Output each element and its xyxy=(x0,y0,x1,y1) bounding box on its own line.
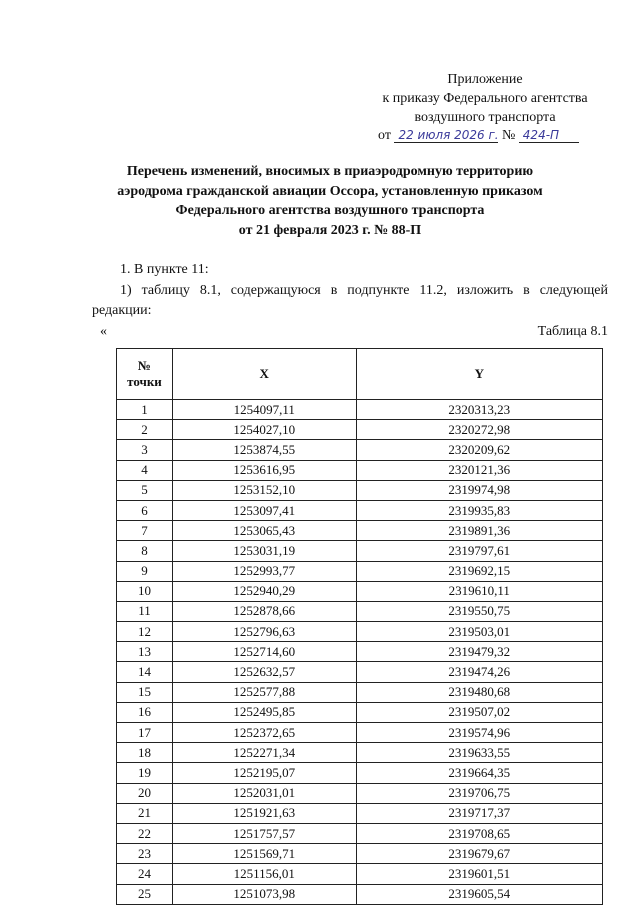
cell-point-number: 8 xyxy=(117,541,173,561)
cell-x: 1252271,34 xyxy=(172,743,356,763)
header-num-word: точки xyxy=(127,374,162,389)
cell-y: 2319717,37 xyxy=(356,803,602,823)
table-row xyxy=(117,420,603,440)
cell-y: 2319664,35 xyxy=(356,763,602,783)
table-row xyxy=(117,500,603,520)
cell-y: 2319503,01 xyxy=(356,622,602,642)
cell-x: 1252195,07 xyxy=(172,763,356,783)
table-row xyxy=(117,884,603,904)
cell-y: 2319507,02 xyxy=(356,702,602,722)
appendix-label: Приложение xyxy=(447,72,523,87)
table-row xyxy=(117,823,603,843)
cell-point-number: 11 xyxy=(117,601,173,621)
cell-x: 1254097,11 xyxy=(172,400,356,420)
table-row xyxy=(117,723,603,743)
table-row xyxy=(117,460,603,480)
cell-y: 2319708,65 xyxy=(356,823,602,843)
cell-x: 1253874,55 xyxy=(172,440,356,460)
number-sign: № xyxy=(501,128,516,143)
cell-x: 1252372,65 xyxy=(172,723,356,743)
order-date-handwritten: 22 июля 2026 г. xyxy=(394,128,498,143)
cell-y: 2319574,96 xyxy=(356,723,602,743)
cell-y: 2319605,54 xyxy=(356,884,602,904)
item-1: 1. В пункте 11: xyxy=(120,262,209,277)
cell-point-number: 20 xyxy=(117,783,173,803)
cell-point-number: 16 xyxy=(117,702,173,722)
cell-x: 1253152,10 xyxy=(172,480,356,500)
cell-x: 1252878,66 xyxy=(172,601,356,621)
cell-x: 1251073,98 xyxy=(172,884,356,904)
cell-y: 2320313,23 xyxy=(356,400,602,420)
cell-point-number: 7 xyxy=(117,521,173,541)
header-y: Y xyxy=(356,349,602,400)
cell-point-number: 10 xyxy=(117,581,173,601)
cell-point-number: 24 xyxy=(117,864,173,884)
table-row xyxy=(117,581,603,601)
cell-x: 1252940,29 xyxy=(172,581,356,601)
cell-point-number: 15 xyxy=(117,682,173,702)
cell-x: 1252714,60 xyxy=(172,642,356,662)
cell-y: 2319935,83 xyxy=(356,500,602,520)
cell-point-number: 23 xyxy=(117,844,173,864)
appendix-block xyxy=(360,70,610,127)
cell-y: 2319706,75 xyxy=(356,783,602,803)
cell-point-number: 18 xyxy=(117,743,173,763)
cell-x: 1252632,57 xyxy=(172,662,356,682)
cell-point-number: 1 xyxy=(117,400,173,420)
title-line-3: Федерального агентства воздушного транспорта xyxy=(175,203,485,218)
title-line-4: от 21 февраля 2023 г. № 88-П xyxy=(238,222,422,238)
cell-y: 2320209,62 xyxy=(356,440,602,460)
cell-x: 1253065,43 xyxy=(172,521,356,541)
cell-x: 1251757,57 xyxy=(172,823,356,843)
cell-y: 2320121,36 xyxy=(356,460,602,480)
cell-y: 2319601,51 xyxy=(356,864,602,884)
table-body xyxy=(117,400,603,905)
cell-point-number: 6 xyxy=(117,500,173,520)
cell-x: 1252796,63 xyxy=(172,622,356,642)
table-row xyxy=(117,521,603,541)
cell-point-number: 22 xyxy=(117,823,173,843)
cell-x: 1251921,63 xyxy=(172,803,356,823)
table-row xyxy=(117,743,603,763)
table-row xyxy=(117,702,603,722)
cell-point-number: 25 xyxy=(117,884,173,904)
cell-point-number: 3 xyxy=(117,440,173,460)
cell-point-number: 12 xyxy=(117,622,173,642)
cell-x: 1253616,95 xyxy=(172,460,356,480)
table-row xyxy=(117,541,603,561)
table-row xyxy=(117,662,603,682)
cell-y: 2319633,55 xyxy=(356,743,602,763)
item-1-subitem: 1) таблицу 8.1, содержащуюся в подпункте 11.2, изложить в следующей редакции: xyxy=(92,283,608,318)
cell-point-number: 19 xyxy=(117,763,173,783)
document-title xyxy=(60,162,600,240)
table-row xyxy=(117,682,603,702)
cell-x: 1252993,77 xyxy=(172,561,356,581)
cell-x: 1253031,19 xyxy=(172,541,356,561)
cell-y: 2319797,61 xyxy=(356,541,602,561)
cell-point-number: 4 xyxy=(117,460,173,480)
title-line-1: Перечень изменений, вносимых в приаэродромную территорию xyxy=(126,164,534,179)
cell-point-number: 13 xyxy=(117,642,173,662)
cell-y: 2319550,75 xyxy=(356,601,602,621)
table-row xyxy=(117,440,603,460)
cell-y: 2319891,36 xyxy=(356,521,602,541)
order-number-handwritten: 424-П xyxy=(519,128,579,143)
table-row xyxy=(117,783,603,803)
table-row xyxy=(117,642,603,662)
order-date-line xyxy=(378,128,579,144)
opening-quote: « xyxy=(100,324,107,339)
coordinates-table xyxy=(116,348,603,905)
cell-x: 1252031,01 xyxy=(172,783,356,803)
cell-y: 2319679,67 xyxy=(356,844,602,864)
cell-y: 2319610,11 xyxy=(356,581,602,601)
table-header-row xyxy=(117,349,603,400)
cell-x: 1252577,88 xyxy=(172,682,356,702)
table-row xyxy=(117,864,603,884)
cell-x: 1253097,41 xyxy=(172,500,356,520)
appendix-order-ref: к приказу Федерального агентства xyxy=(382,91,588,106)
table-row xyxy=(117,844,603,864)
cell-y: 2319692,15 xyxy=(356,561,602,581)
table-row xyxy=(117,803,603,823)
appendix-agency: воздушного транспорта xyxy=(414,110,556,125)
header-num-sign: № xyxy=(137,358,151,373)
cell-y: 2319479,32 xyxy=(356,642,602,662)
cell-x: 1251569,71 xyxy=(172,844,356,864)
cell-y: 2319974,98 xyxy=(356,480,602,500)
cell-y: 2319474,26 xyxy=(356,662,602,682)
table-row xyxy=(117,763,603,783)
header-point-number xyxy=(117,349,173,400)
cell-point-number: 9 xyxy=(117,561,173,581)
title-line-2: аэродрома гражданской авиации Оссора, установленную приказом xyxy=(117,183,543,199)
cell-point-number: 21 xyxy=(117,803,173,823)
table-row xyxy=(117,400,603,420)
table-row xyxy=(117,561,603,581)
cell-x: 1252495,85 xyxy=(172,702,356,722)
table-row xyxy=(117,480,603,500)
cell-x: 1254027,10 xyxy=(172,420,356,440)
cell-x: 1251156,01 xyxy=(172,864,356,884)
header-x: X xyxy=(172,349,356,400)
table-caption: Таблица 8.1 xyxy=(537,324,608,339)
cell-y: 2320272,98 xyxy=(356,420,602,440)
cell-point-number: 17 xyxy=(117,723,173,743)
table-row xyxy=(117,601,603,621)
cell-y: 2319480,68 xyxy=(356,682,602,702)
table-row xyxy=(117,622,603,642)
cell-point-number: 2 xyxy=(117,420,173,440)
cell-point-number: 14 xyxy=(117,662,173,682)
order-prefix: от xyxy=(378,128,391,143)
cell-point-number: 5 xyxy=(117,480,173,500)
